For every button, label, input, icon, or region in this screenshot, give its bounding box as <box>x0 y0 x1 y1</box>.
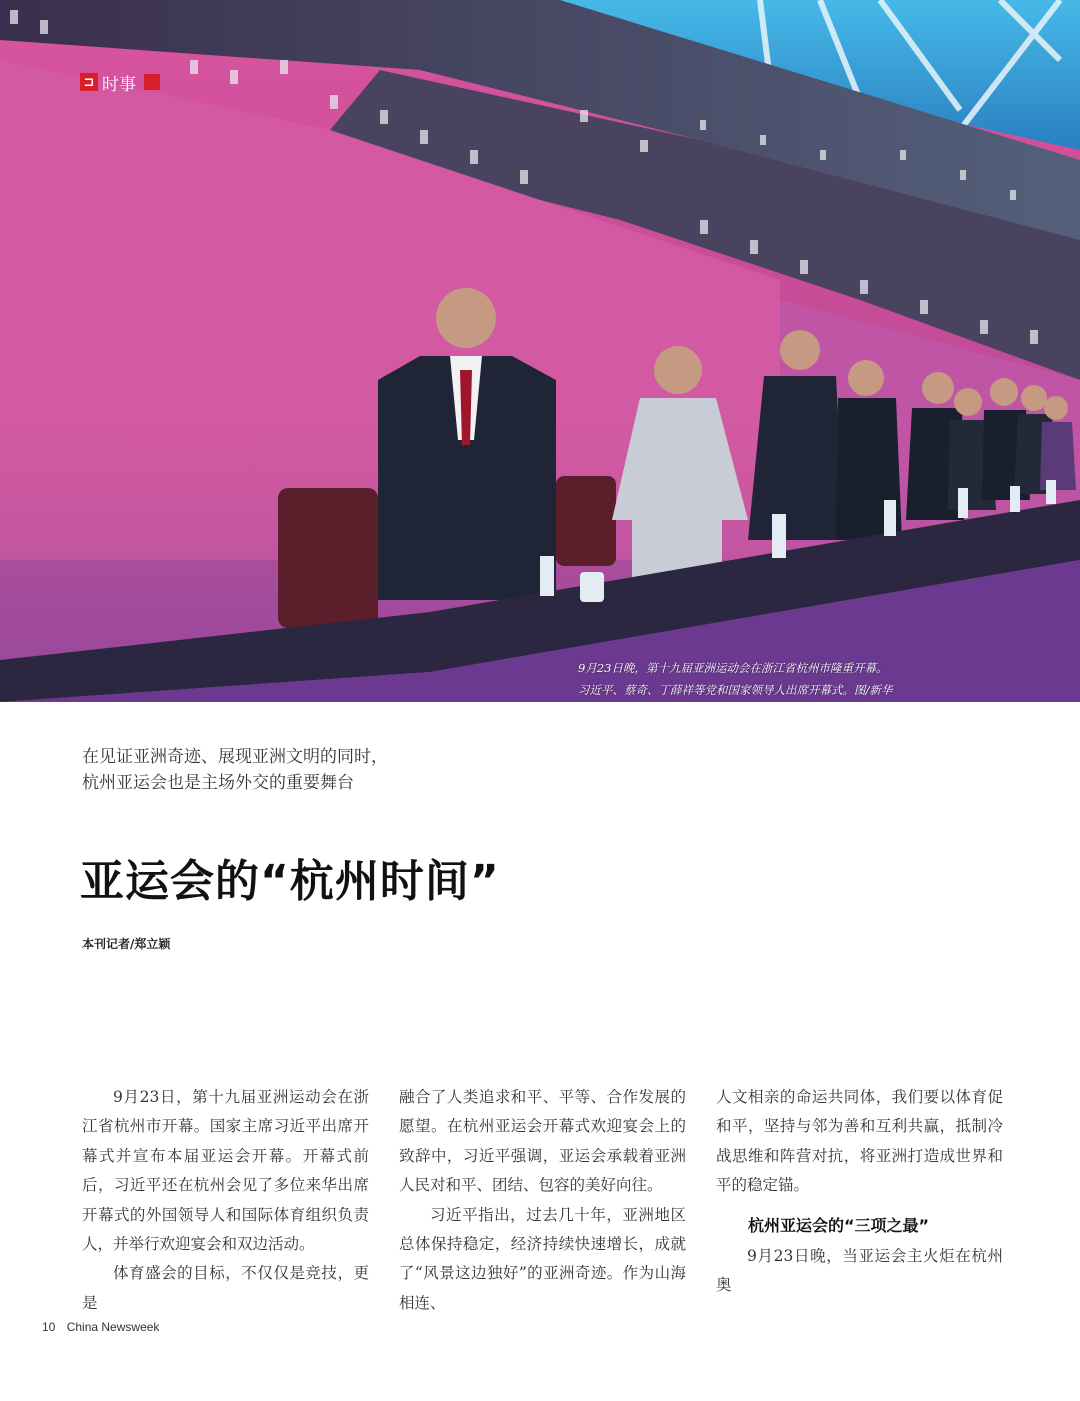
article-byline: 本刊记者/郑立颖 <box>82 937 171 951</box>
page-number: 10 <box>42 1320 56 1334</box>
photo-caption <box>578 657 998 701</box>
caption-line: 9月23日晚，第十九届亚洲运动会在浙江省杭州市隆重开幕。 <box>578 661 888 675</box>
body-column-1 <box>82 1083 369 1318</box>
section-heading: 杭州亚运会的“三项之最” <box>748 1215 930 1235</box>
section-label: 时事 <box>102 74 136 95</box>
section-block-icon <box>144 74 160 90</box>
body-paragraph: 9月23日，第十九届亚洲运动会在浙江省杭州市开幕。国家主席习近平出席开幕式并宣布本届亚运会开幕。开幕式前后，习近平还在杭州会见了多位来华出席开幕式的外国领导人和国际体育组织负责人，并举行欢迎宴会和双边活动。 <box>82 1088 369 1254</box>
body-paragraph: 融合了人类追求和平、平等、合作发展的愿望。在杭州亚运会开幕式欢迎宴会上的致辞中，习近平强调，亚运会承载着亚洲人民对和平、团结、包容的美好向往。 <box>399 1088 686 1195</box>
page-footer <box>42 1320 159 1334</box>
article-title: 亚运会的“杭州时间” <box>80 856 500 907</box>
subhead-line: 在见证亚洲奇迹、展现亚洲文明的同时， <box>82 747 388 767</box>
body-paragraph: 人文相亲的命运共同体，我们要以体育促和平，坚持与邻为善和互利共赢，抵制冷战思维和阵营对抗，将亚洲打造成世界和平的稳定锚。 <box>716 1088 1003 1195</box>
body-paragraph: 9月23日晚，当亚运会主火炬在杭州奥 <box>716 1246 1003 1295</box>
section-mark-icon: ⊐ <box>80 73 98 91</box>
body-paragraph: 体育盛会的目标，不仅仅是竞技，更是 <box>82 1264 369 1312</box>
caption-line: 习近平、蔡奇、丁薛祥等党和国家领导人出席开幕式。图/新华 <box>578 683 893 697</box>
section-tag <box>80 70 160 94</box>
publication-name: China Newsweek <box>66 1320 160 1334</box>
body-paragraph: 习近平指出，过去几十年，亚洲地区总体保持稳定，经济持续快速增长，成就了“风景这边独好”的亚洲奇迹。作为山海相连、 <box>399 1205 686 1312</box>
body-column-3 <box>716 1083 1003 1300</box>
body-column-2 <box>399 1083 686 1318</box>
article-subhead <box>82 744 682 796</box>
subhead-line: 杭州亚运会也是主场外交的重要舞台 <box>82 773 354 793</box>
